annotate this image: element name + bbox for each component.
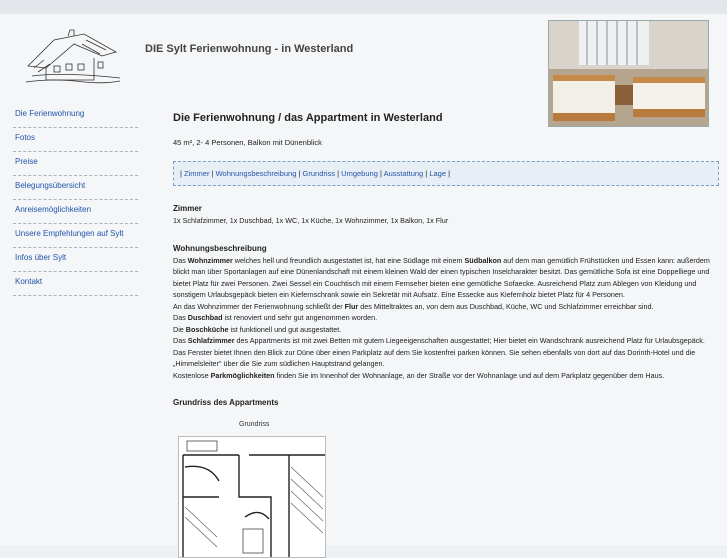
subnav-beschreibung[interactable]: Wohnungsbeschreibung <box>215 169 297 178</box>
top-strip <box>0 0 727 14</box>
beschreibung-text: Das Wohnzimmer welches hell und freundlich ausgestattet ist, hat eine Südlage mit einem Südbalkon auf dem man gemütlich Frühstücken und Essen kann: außerdem blickt man über Sportanlagen auf eine Dünenlandschaft mit einem kleinen Wald der einen typischen Inselcharakter besitzt. Das gemütliche Sofa ist eine Doppelliege und bietet Platz für zwei Personen. Zwei Sessel ein Couchtisch mit einem Fernseher bieten eine gemütliche Sofaecke. Ausreichend Platz zum Ablegen von Kleidung und sonstigem Urlaubsgepäck bieten ein Kiefernschrank sowie ein Sekretär mit Aufsatz. Eine Essecke aus Kiefernholz bietet Platz für 4 Personen. An das Wohnzimmer der Ferienwohnung schließt der Flur des Mitteltraktes an, von dem aus Duschbad, Küche, WC und Schlafzimmer erreichbar sind. Das Duschbad ist renoviert und sehr gut angenommen worden. Die Boschküche ist funktionell und gut ausgestattet. Das Schlafzimmer des Appartments ist mit zwei Betten mit gutem Liegeeigenschaften ausgestattet; Hier bietet ein Wandschrank ausreichend Platz für Urlaubsgepäck. Das Fenster bietet Ihnen den Blick zur Düne über einen Parkplatz auf dem Sie kostenfrei parken können. Sie sehen ebenfalls von dort auf das Dorinth-Hotel und die „Himmelsleiter" über die Sie zum südlichen Hauptstrand gelangen. Kostenlose Parkmöglichkeiten finden Sie im Innenhof der Wohnanlage, an der Straße vor der Wohnanlage und auf dem Parkplatz gegenüber dem Haus. <box>173 255 710 380</box>
nav-item-fotos[interactable]: Fotos <box>13 128 138 152</box>
nav-item-belegung[interactable]: Belegungsübersicht <box>13 176 138 200</box>
subnav-umgebung[interactable]: Umgebung <box>341 169 378 178</box>
nav-item-ferienwohnung[interactable]: Die Ferienwohnung <box>13 104 138 128</box>
site-title: DIE Sylt Ferienwohnung - in Westerland <box>145 43 354 55</box>
nav-item-preise[interactable]: Preise <box>13 152 138 176</box>
section-subnav: | Zimmer | Wohnungsbeschreibung | Grundriss | Umgebung | Ausstattung | Lage | <box>173 161 719 186</box>
bedroom-photo <box>548 20 709 127</box>
subnav-zimmer[interactable]: Zimmer <box>184 169 210 178</box>
floorplan-image <box>178 436 326 558</box>
subnav-ausstattung[interactable]: Ausstattung <box>383 169 424 178</box>
floorplan-caption: Grundriss <box>239 421 270 428</box>
subnav-grundriss[interactable]: Grundriss <box>302 169 336 178</box>
nav-item-empfehlungen[interactable]: Unsere Empfehlungen auf Sylt <box>13 224 138 248</box>
nav-item-infos[interactable]: Infos über Sylt <box>13 248 138 272</box>
intro-text: 45 m², 2- 4 Personen, Balkon mit Dünenblick <box>173 138 322 147</box>
subnav-lage[interactable]: Lage <box>429 169 447 178</box>
nav-item-kontakt[interactable]: Kontakt <box>13 272 138 296</box>
house-logo-icon <box>24 26 122 84</box>
zimmer-text: 1x Schlafzimmer, 1x Duschbad, 1x WC, 1x Küche, 1x Wohnzimmer, 1x Balkon, 1x Flur <box>173 216 449 225</box>
main-content <box>173 112 719 409</box>
page-heading: Die Ferienwohnung / das Appartment in Westerland <box>173 112 443 124</box>
sidebar-nav <box>13 104 138 296</box>
grundriss-heading: Grundriss des Appartments <box>173 398 279 407</box>
zimmer-heading: Zimmer <box>173 204 202 213</box>
nav-item-anreise[interactable]: Anreisemöglichkeiten <box>13 200 138 224</box>
beschreibung-heading: Wohnungsbeschreibung <box>173 243 267 253</box>
